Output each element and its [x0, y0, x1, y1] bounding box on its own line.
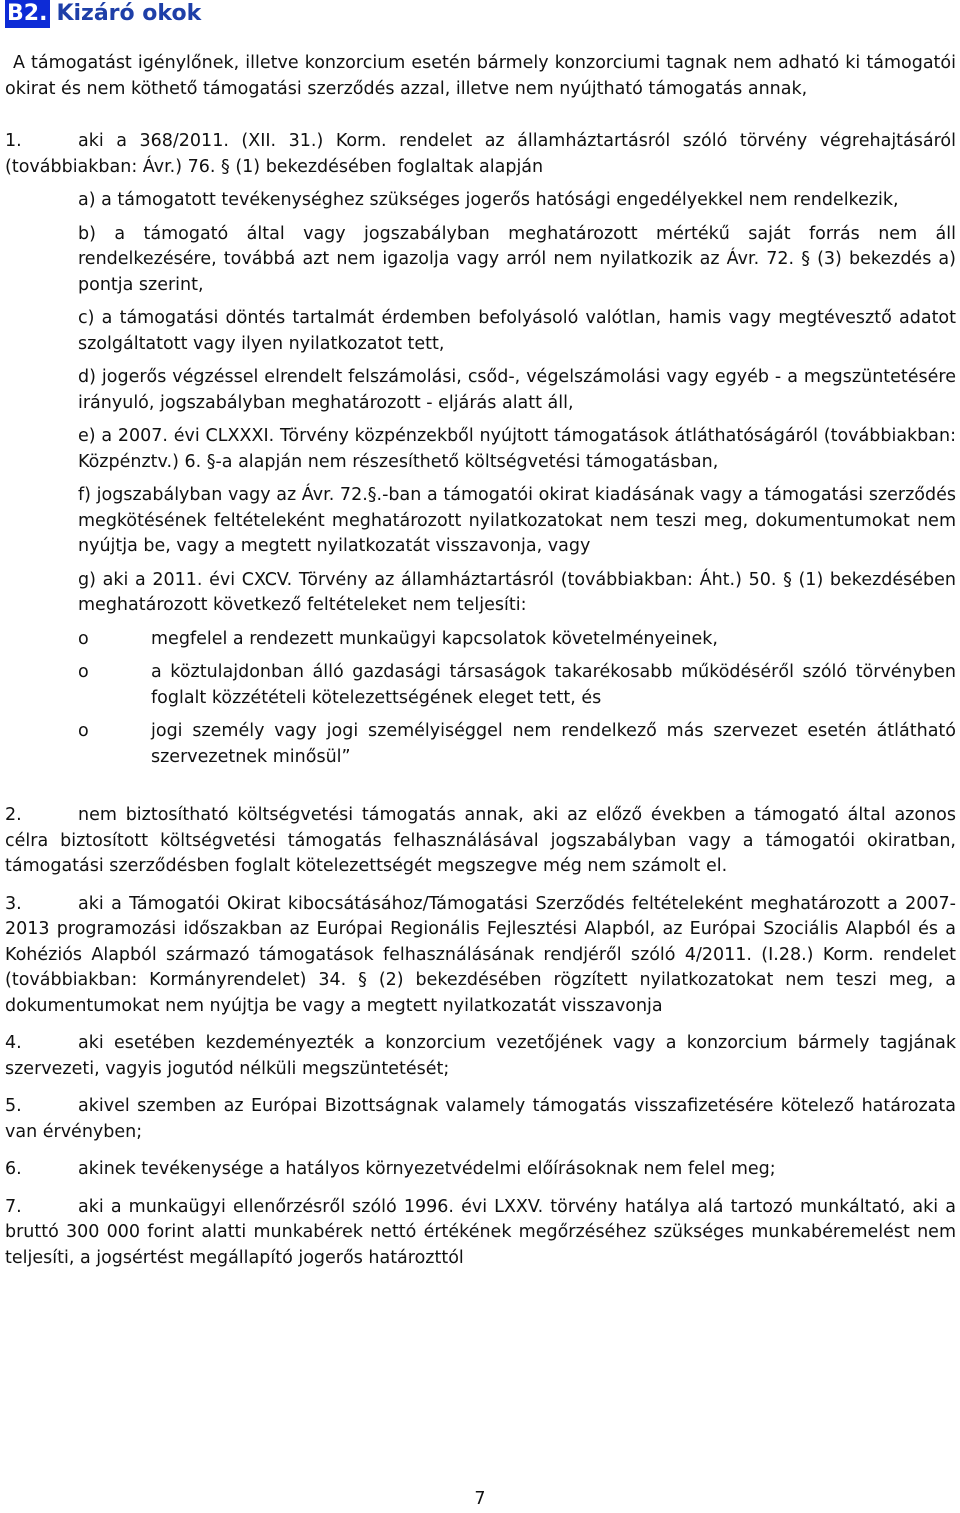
intro-paragraph: A támogatást igénylőnek, illetve konzorcium esetén bármely konzorciumi tagnak nem adható ki támogatói okirat és nem köthető támogatási szerződés azzal, illetve nem nyújtható támogatás annak, [5, 53, 956, 99]
item-number: 7. [5, 1196, 22, 1217]
item-5 [5, 1094, 956, 1145]
bullet-text: megfelel a rendezett munkaügyi kapcsolatok követelményeinek, [151, 628, 718, 649]
page-number: 7 [474, 1489, 486, 1509]
bullet-icon: o [78, 721, 89, 741]
list-item [5, 627, 956, 653]
subitem-d: d) jogerős végzéssel elrendelt felszámolási, csőd-, végelszámolási vagy egyéb - a megszüntetésére irányuló, jogszabályban meghatározott - eljárás alatt áll, [78, 367, 956, 413]
subitem-e: e) a 2007. évi CLXXXI. Törvény közpénzekből nyújtott támogatások átláthatóságáról (továbbiakban: Közpénztv.) 6. §-a alapján nem részesíthető költségvetési támogatásban, [78, 426, 956, 472]
item-1 [5, 129, 956, 180]
bullet-icon: o [78, 662, 89, 682]
section-heading [5, 0, 956, 28]
item-7 [5, 1195, 956, 1272]
item-number: 3. [5, 893, 22, 914]
item-4 [5, 1031, 956, 1082]
item-number: 2. [5, 805, 22, 825]
subitem-f: f) jogszabályban vagy az Ávr. 72.§.-ban a támogatói okirat kiadásának vagy a támogatási szerződés megkötésének feltételeként meghatározott nyilatkozatokat nem teszi meg, dokumentumokat nem nyújtja be, vagy a megtett nyilatkozatát visszavonja, vagy [78, 485, 956, 556]
list-item [5, 719, 956, 770]
item-text: aki a Támogatói Okirat kibocsátásához/Támogatási Szerződés feltételeként meghatározott a 2007-2013 programozási időszakban az Európai Regionális Fejlesztési Alapból, az Európai Szociális Alapból és a Kohéziós Alapból származó támogatások felhasználásának rendjéről szóló 4/2011. (I.28.) Korm. rendelet (továbbiakban: Kormányrendelet) 34. § (2) bekezdésében rögzített nyilatkozatokat nem teszi meg, a dokumentumokat nem nyújtja be vagy a megtett nyilatkozatát visszavonja [5, 893, 956, 1016]
item-text: akivel szemben az Európai Bizottságnak valamely támogatás visszafizetésére kötelező határozata van érvényben; [5, 1096, 956, 1142]
item-1-number: 1. [5, 131, 22, 151]
item-number: 4. [5, 1033, 22, 1053]
section-number: B2. [5, 0, 50, 28]
bullet-icon: o [78, 628, 89, 649]
section-title: Kizáró okok [56, 1, 202, 26]
item-number: 6. [5, 1159, 22, 1179]
bullet-text: a köztulajdonban álló gazdasági társaságok takarékosabb működéséről szóló törvényben foglalt közzétételi kötelezettségének eleget tett, és [151, 662, 956, 708]
item-1-text: aki a 368/2011. (XII. 31.) Korm. rendelet az államháztartásról szóló törvény végrehajtásáról (továbbiakban: Ávr.) 76. § (1) bekezdésében foglaltak alapján [5, 131, 956, 177]
item-6 [5, 1157, 956, 1183]
item-text: aki a munkaügyi ellenőrzésről szóló 1996. évi LXXV. törvény hatálya alá tartozó munkáltató, aki a bruttó 300 000 forint alatti munkabérek nettó értékének megőrzéséhez szükséges munkabéremelést nem teljesíti, a jogsértést megállapító jogerős határozttól [5, 1196, 956, 1268]
document-page [5, 0, 956, 1271]
subitem-b: b) a támogató által vagy jogszabályban meghatározott mértékű saját forrás nem áll rendelkezésére, továbbá azt nem igazolja vagy arról nem nyilatkozik az Ávr. 72. § (3) bekezdés a) pontja szerint, [78, 223, 956, 295]
subitem-c: c) a támogatási döntés tartalmát érdemben befolyásoló valótlan, hamis vagy megtévesztő adatot szolgáltatott vagy ilyen nyilatkozatot tett, [78, 308, 956, 354]
item-text: nem biztosítható költségvetési támogatás annak, aki az előző években a támogató által azonos célra biztosított költségvetési támogatás felhasználásával jogszabályban vagy a támogatói okiratban, támogatási szerződésben foglalt kötelezettségét megszegve még nem számolt el. [5, 805, 956, 876]
item-number: 5. [5, 1096, 22, 1116]
item-3 [5, 892, 956, 1020]
subitem-a: a) a támogatott tevékenységhez szükséges jogerős hatósági engedélyekkel nem rendelkezik, [78, 190, 899, 210]
condition-list [5, 627, 956, 771]
item-2 [5, 803, 956, 880]
list-item [5, 660, 956, 711]
item-text: akinek tevékenysége a hatályos környezetvédelmi előírásoknak nem felel meg; [78, 1159, 776, 1179]
item-text: aki esetében kezdeményezték a konzorcium vezetőjének vagy a konzorcium bármely tagjának szervezeti, vagyis jogutód nélküli megszüntetését; [5, 1033, 956, 1079]
subitem-g: g) aki a 2011. évi CXCV. Törvény az államháztartásról (továbbiakban: Áht.) 50. § (1) bekezdésében meghatározott következő feltételeket nem teljesíti: [78, 569, 956, 615]
bullet-text: jogi személy vagy jogi személyiséggel nem rendelkező más szervezet esetén átlátható szervezetnek minősül” [151, 721, 956, 767]
